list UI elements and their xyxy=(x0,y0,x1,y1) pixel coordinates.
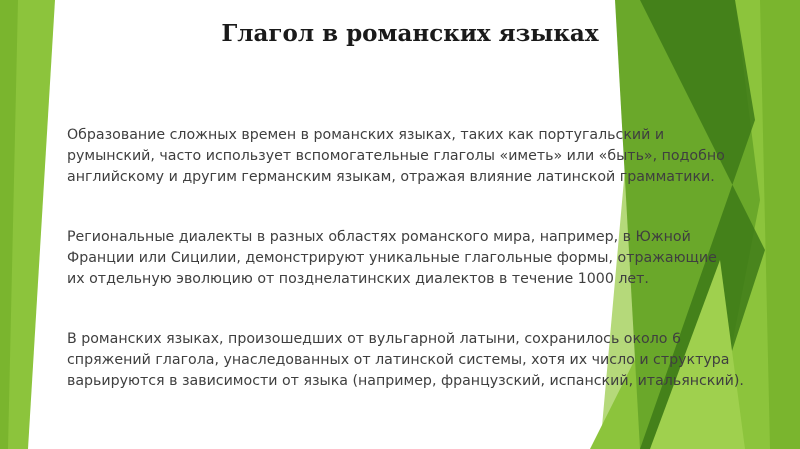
paragraph-line: их отдельную эволюцию от позднелатинских диалектов в течение 1000 лет. xyxy=(67,271,649,287)
paragraph-line: английскому и другим германским языкам, отражая влияние латинской грамматики. xyxy=(67,169,715,185)
paragraph-compound-tenses xyxy=(67,125,767,188)
paragraph-line: В романских языках, произошедших от вульгарной латыни, сохранилось около 6 xyxy=(67,331,682,347)
paragraph-line: варьируются в зависимости от языка (например, французский, испанский, итальянский). xyxy=(67,373,744,389)
paragraph-line: Франции или Сицилии, демонстрируют уникальные глагольные формы, отражающие xyxy=(67,250,717,266)
paragraph-line: спряжений глагола, унаследованных от латинской системы, хотя их число и структура xyxy=(67,352,730,368)
paragraph-line: Региональные диалекты в разных областях романского мира, например, в Южной xyxy=(67,229,691,245)
paragraph-line: Образование сложных времен в романских языках, таких как португальский и xyxy=(67,127,665,143)
paragraph-conjugations xyxy=(67,329,767,392)
slide-title: Глагол в романских языках xyxy=(221,20,599,47)
paragraph-line: румынский, часто использует вспомогательные глаголы «иметь» или «быть», подобно xyxy=(67,148,725,164)
paragraph-regional-dialects xyxy=(67,227,767,290)
